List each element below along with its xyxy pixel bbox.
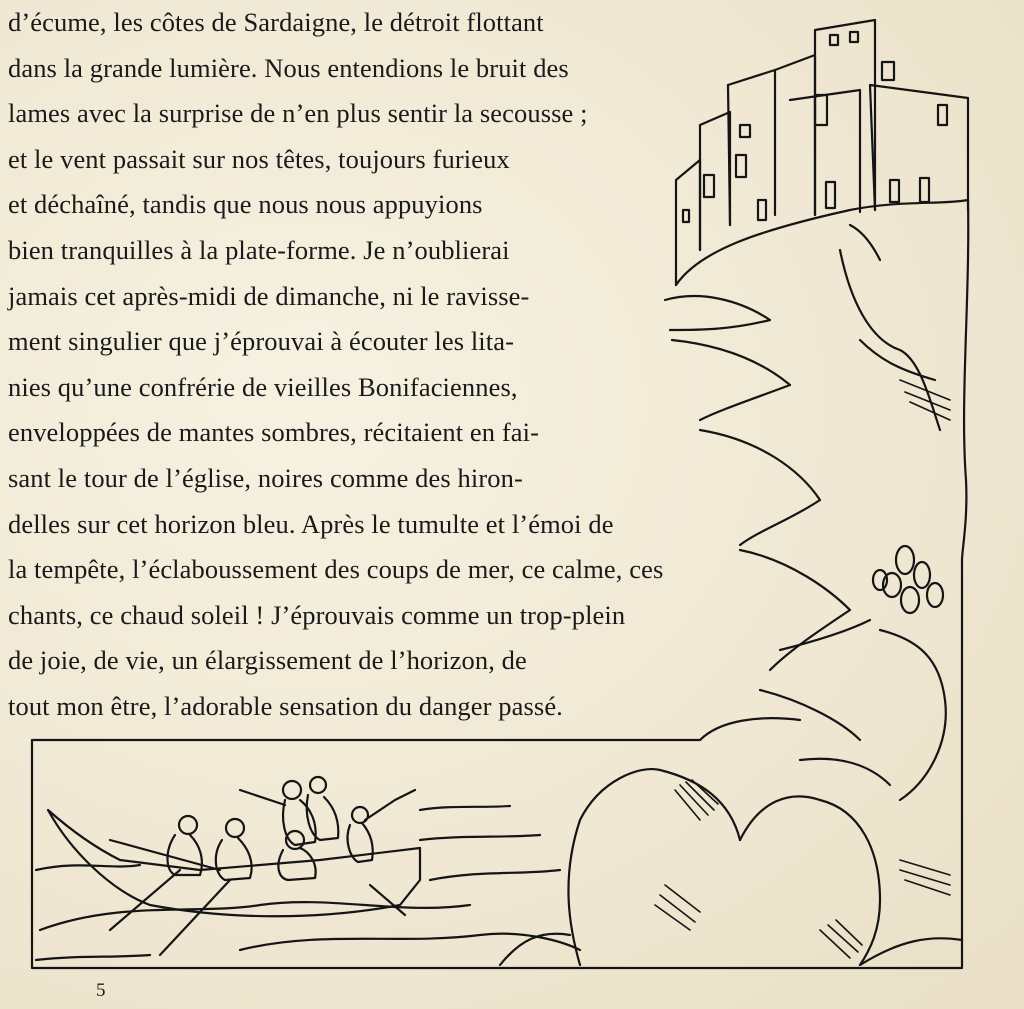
body-text: [8, 0, 798, 730]
text-line: chants, ce chaud soleil ! J’éprouvais comme un trop-plein: [8, 599, 626, 630]
text-line: d’écume, les côtes de Sardaigne, le détroit flottant: [8, 7, 544, 37]
text-line: et le vent passait sur nos têtes, toujours furieux: [8, 143, 510, 174]
text-line: bien tranquilles à la plate-forme. Je n’oublierai: [8, 234, 510, 265]
text-line: jamais cet après-midi de dimanche, ni le ravisse-: [8, 280, 530, 311]
page-number: 5: [96, 980, 106, 1001]
text-line: de joie, de vie, un élargissement de l’horizon, de: [8, 645, 527, 676]
text-line: nies qu’une confrérie de vieilles Bonifaciennes,: [8, 371, 518, 402]
sea-waves-icon: [36, 806, 580, 960]
text-line: sant le tour de l’église, noires comme des hiron-: [8, 462, 523, 493]
text-line: tout mon être, l’adorable sensation du danger passé.: [8, 690, 563, 721]
text-line: lames avec la surprise de n’en plus sentir la secousse ;: [8, 98, 588, 129]
cactus-icon: [873, 546, 943, 613]
text-line: delles sur cet horizon bleu. Après le tumulte et l’émoi de: [8, 508, 614, 539]
text-line: la tempête, l’éclaboussement des coups de mer, ce calme, ces: [8, 554, 664, 585]
text-line: enveloppées de mantes sombres, récitaient en fai-: [8, 417, 540, 448]
text-line: et déchaîné, tandis que nous nous appuyions: [8, 189, 483, 220]
text-line: ment singulier que j’éprouvai à écouter les lita-: [8, 326, 515, 357]
text-line: dans la grande lumière. Nous entendions le bruit des: [8, 52, 569, 83]
